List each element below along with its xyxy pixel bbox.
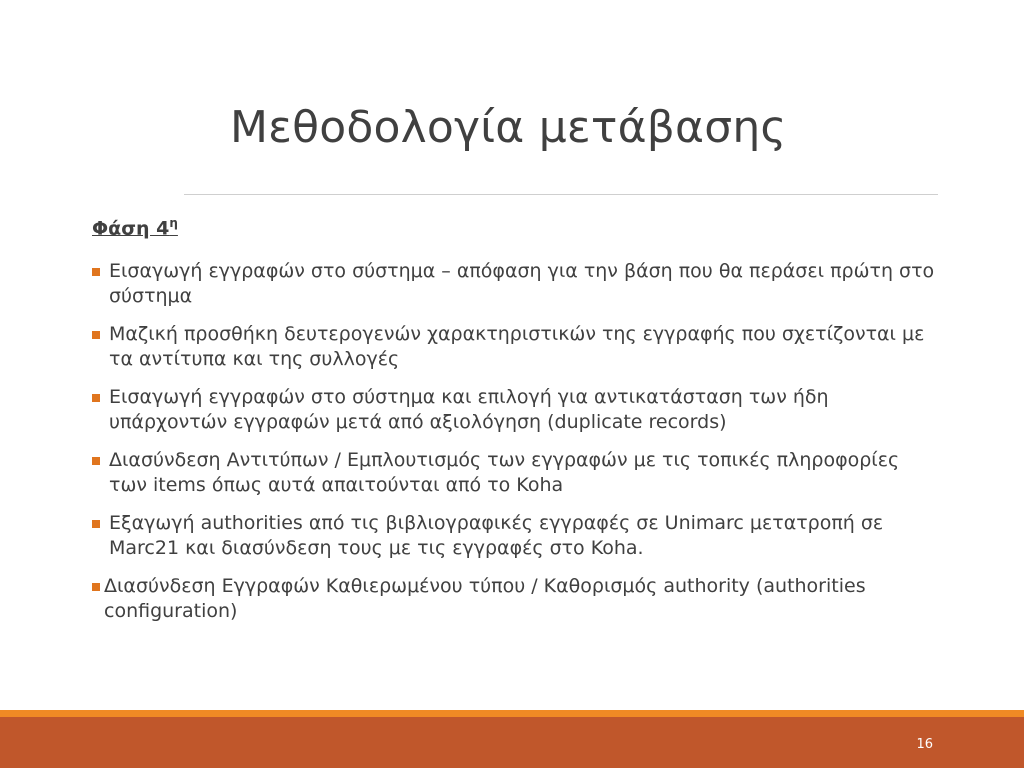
phase-heading-superscript: η [169, 216, 178, 230]
bullet-list [92, 259, 942, 624]
page-number: 16 [916, 737, 933, 752]
bullet-text: Διασύνδεση Εγγραφών Καθιερωμένου τύπου / Καθορισμός authority (authorities configuration) [104, 575, 866, 623]
bullet-text: Διασύνδεση Αντιτύπων / Εμπλουτισμός των εγγραφών με τις τοπικές πληροφορίες των items όπως αυτά απαιτούνται από το Koha [109, 449, 900, 497]
bullet-text: Εξαγωγή authorities από τις βιβλιογραφικές εγγραφές σε Unimarc μετατροπή σε Marc21 και διασύνδεση τους με τις εγγραφές στο Koha. [109, 512, 884, 560]
square-bullet-icon [92, 520, 100, 528]
bullet-text: Εισαγωγή εγγραφών στο σύστημα – απόφαση για την βάση που θα περάσει πρώτη στο σύστημα [109, 260, 935, 308]
title-divider [184, 194, 938, 195]
list-item [92, 322, 942, 372]
slide-title: Μεθοδολογία μετάβασης [230, 102, 787, 153]
bullet-text: Μαζική προσθήκη δευτερογενών χαρακτηριστικών της εγγραφής που σχετίζονται με τα αντίτυπα και της συλλογές [109, 323, 925, 371]
list-item [92, 574, 942, 624]
slide-content [92, 208, 942, 637]
phase-heading [92, 208, 942, 243]
phase-heading-text: Φάση 4 [92, 217, 170, 240]
square-bullet-icon [92, 331, 100, 339]
bullet-text: Εισαγωγή εγγραφών στο σύστημα και επιλογή για αντικατάσταση των ήδη υπάρχοντών εγγραφών μετά από αξιολόγηση (duplicate records) [109, 386, 829, 434]
square-bullet-icon [92, 583, 100, 591]
square-bullet-icon [92, 457, 100, 465]
square-bullet-icon [92, 394, 100, 402]
list-item [92, 511, 942, 561]
list-item [92, 448, 942, 498]
list-item [92, 385, 942, 435]
square-bullet-icon [92, 268, 100, 276]
footer-accent-strip [0, 710, 1024, 717]
list-item [92, 259, 942, 309]
footer-band [0, 717, 1024, 768]
